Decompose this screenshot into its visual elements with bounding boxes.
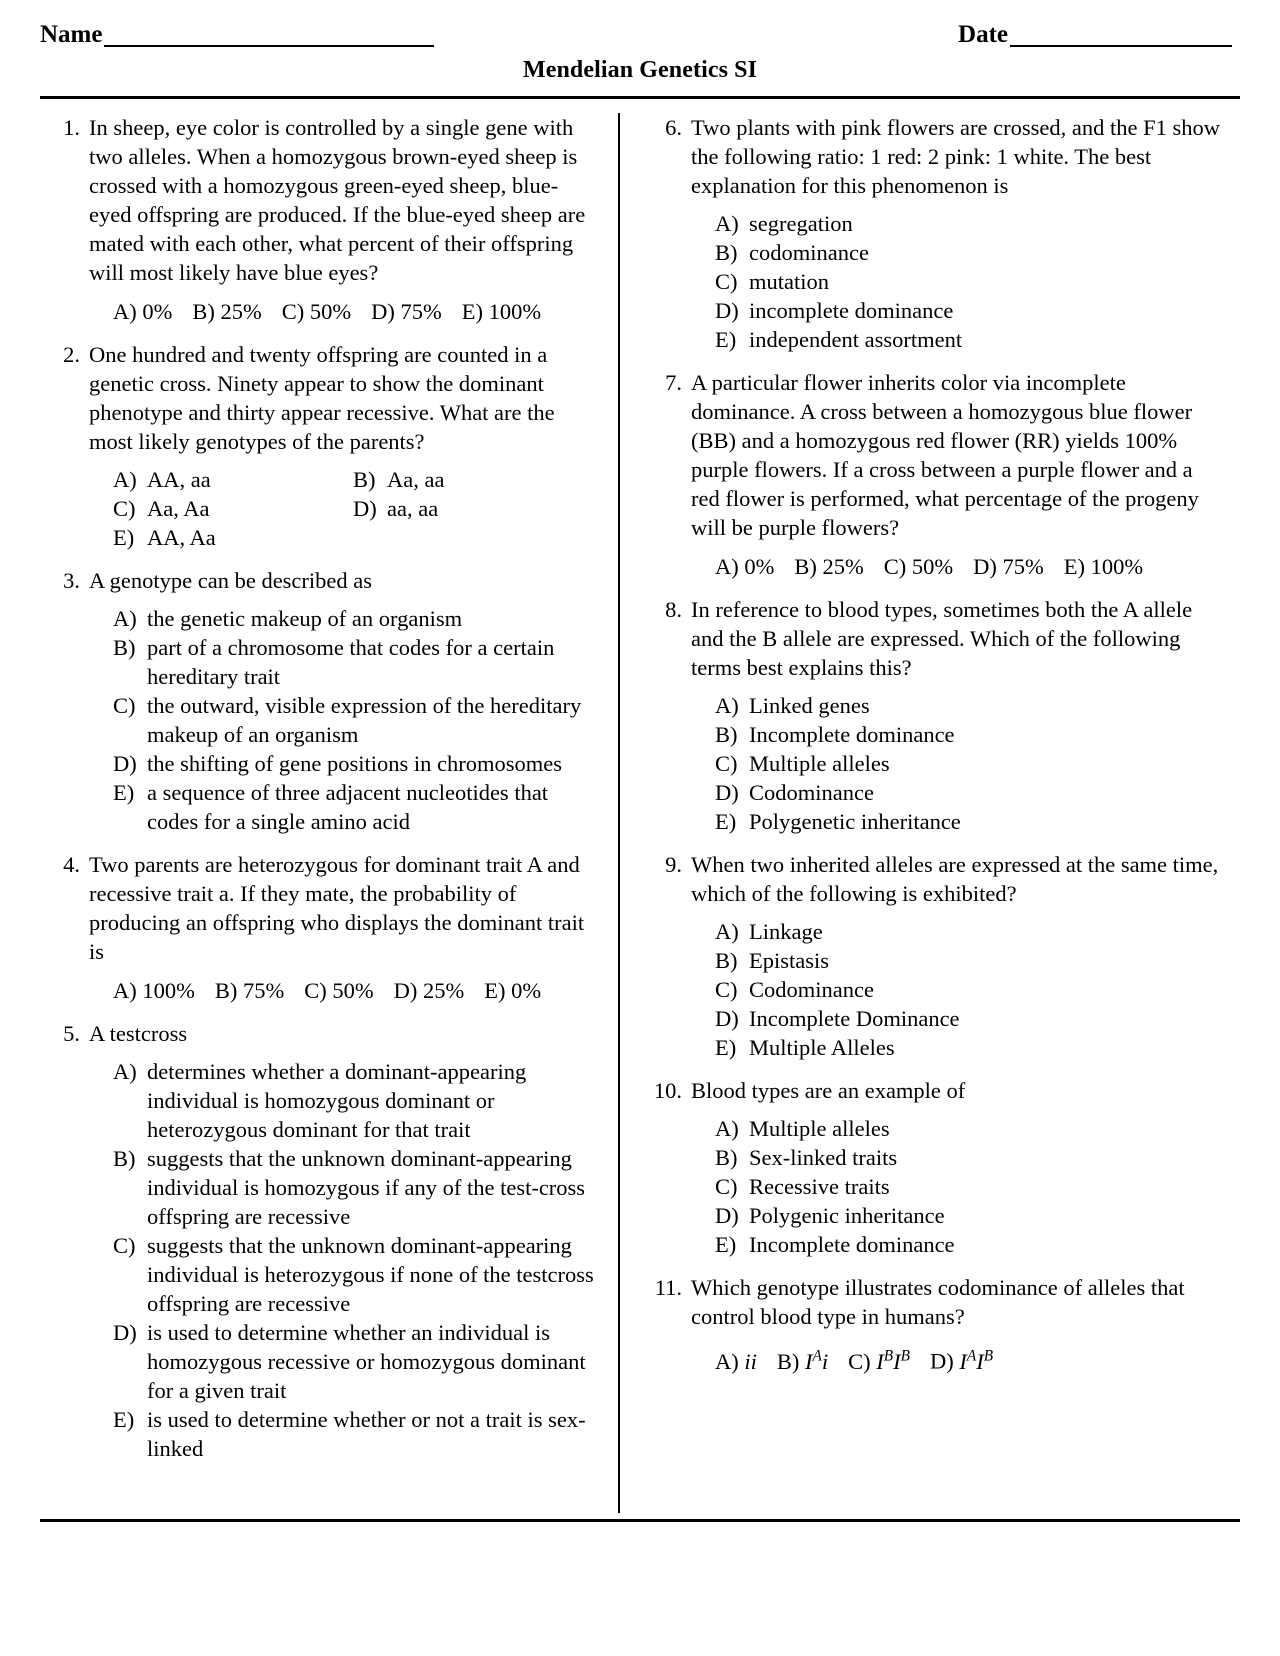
answer-choice-letter: A) <box>113 467 137 492</box>
answer-choice[interactable] <box>715 238 1220 267</box>
question-item <box>40 113 600 326</box>
answer-choice-letter: D) <box>715 1203 739 1228</box>
question-text: One hundred and twenty offspring are counted in a genetic cross. Ninety appear to show the dominant phenotype and thirty appear recessive. What are the most likely genotypes of the parents? <box>89 342 555 454</box>
name-write-line[interactable] <box>104 23 434 47</box>
answer-choice[interactable] <box>113 1318 600 1405</box>
answer-choice-text: Multiple alleles <box>749 751 890 776</box>
question-item <box>642 1076 1220 1259</box>
answer-choices <box>89 604 600 836</box>
answer-choice[interactable] <box>113 778 600 836</box>
answer-choice[interactable] <box>113 1057 600 1144</box>
answer-choice-letter: A) <box>715 919 739 944</box>
question-body <box>89 113 600 326</box>
question-body <box>691 368 1220 581</box>
answer-choice-letter: D) <box>715 1006 739 1031</box>
answer-choice[interactable] <box>715 1172 1220 1201</box>
answer-choice[interactable] <box>715 917 1220 946</box>
answer-choice-letter: A) <box>715 1116 739 1141</box>
answer-choices <box>691 917 1220 1062</box>
answer-choices <box>691 552 1220 581</box>
answer-choice-letter: B) <box>715 1145 738 1170</box>
answer-choice[interactable] <box>113 465 353 494</box>
question-body <box>691 595 1220 836</box>
question-text: When two inherited alleles are expressed at the same time, which of the following is exhibited? <box>691 852 1219 906</box>
answer-choice-letter: D) <box>113 751 137 776</box>
question-number: 9. <box>665 852 682 877</box>
answer-choice[interactable] <box>113 633 600 691</box>
answer-choice-text: is used to determine whether or not a trait is sex-linked <box>147 1407 586 1461</box>
answer-choice-text: Aa, Aa <box>147 496 210 521</box>
answer-choice[interactable] <box>715 778 1220 807</box>
answer-choice-text: is used to determine whether an individual is homozygous recessive or homozygous dominant for a given trait <box>147 1320 586 1403</box>
answer-choice-text: AA, Aa <box>147 525 216 550</box>
answer-choice[interactable]: B) 25% <box>794 554 864 579</box>
answer-choice[interactable]: E) 100% <box>461 299 542 324</box>
question-text: A particular flower inherits color via incomplete dominance. A cross between a homozygous blue flower (BB) and a homozygous red flower (RR) yields 100% purple flowers. If a cross between a purple flower and a red flower is performed, what percentage of the progeny will be purple flowers? <box>691 370 1199 540</box>
page-title: Mendelian Genetics SI <box>522 57 758 83</box>
answer-choice-text: the shifting of gene positions in chromosomes <box>147 751 562 776</box>
question-text: In sheep, eye color is controlled by a single gene with two alleles. When a homozygous brown-eyed sheep is crossed with a homozygous green-eyed sheep, blue-eyed offspring are produced. If the blue-eyed sheep are mated with each other, what percent of their offspring will most likely have blue eyes? <box>89 115 586 285</box>
answer-choice[interactable]: E) 0% <box>484 978 542 1003</box>
answer-choice-letter: D) <box>113 1320 137 1345</box>
answer-choice-letter: D) <box>353 496 377 521</box>
answer-choice-letter: C) <box>715 977 738 1002</box>
answer-choice[interactable] <box>353 465 600 494</box>
answer-choice[interactable]: B) $I^Ai$ <box>776 1347 829 1374</box>
answer-choice-letter: E) <box>715 1035 737 1060</box>
answer-choice[interactable] <box>715 1201 1220 1230</box>
answer-choice-letter: E) <box>113 1407 135 1432</box>
answer-choice-text: incomplete dominance <box>749 298 954 323</box>
question-number: 10. <box>653 1078 682 1103</box>
answer-choice-letter: B) <box>113 635 136 660</box>
answer-choice-text: AA, aa <box>147 467 211 492</box>
answer-choice-text: Polygenic inheritance <box>749 1203 945 1228</box>
question-number: 2. <box>63 342 80 367</box>
answer-choice[interactable] <box>715 296 1220 325</box>
answer-choice-text: Sex-linked traits <box>749 1145 898 1170</box>
date-label: Date <box>958 21 1008 48</box>
answer-choice-letter: B) <box>715 722 738 747</box>
answer-choice-text: Multiple Alleles <box>749 1035 895 1060</box>
answer-choices <box>691 691 1220 836</box>
answer-choice-text: a sequence of three adjacent nucleotides that codes for a single amino acid <box>147 780 549 834</box>
answer-choice[interactable] <box>113 1144 600 1231</box>
top-divider <box>40 96 1240 99</box>
question-text: A genotype can be described as <box>89 568 373 593</box>
name-label: Name <box>40 21 103 48</box>
answer-choices <box>691 1114 1220 1259</box>
answer-choice-text: Codominance <box>749 977 874 1002</box>
answer-choice[interactable]: C) $I^BI^B$ <box>848 1347 910 1374</box>
answer-choice-text: suggests that the unknown dominant-appearing individual is homozygous if any of the test-cross offspring are recessive <box>147 1146 586 1229</box>
question-body <box>691 113 1220 354</box>
answer-choice[interactable]: A) 0% <box>715 554 775 579</box>
answer-choice-letter: C) <box>715 751 738 776</box>
answer-choice-letter: A) <box>715 693 739 718</box>
answer-choice[interactable] <box>715 1143 1220 1172</box>
answer-choice-text: Codominance <box>749 780 874 805</box>
answer-choice-text: part of a chromosome that codes for a certain hereditary trait <box>147 635 555 689</box>
answer-choice-text: Incomplete dominance <box>749 722 955 747</box>
answer-choice-letter: D) <box>715 780 739 805</box>
answer-choice-letter: C) <box>715 269 738 294</box>
question-number: 5. <box>63 1021 80 1046</box>
answer-choice-letter: B) <box>715 240 738 265</box>
date-field-group <box>958 22 1232 47</box>
answer-choice-letter: B) <box>353 467 376 492</box>
answer-choice-letter: E) <box>715 1232 737 1257</box>
answer-choice-letter: A) <box>113 1059 137 1084</box>
question-item <box>40 566 600 836</box>
answer-choice-text: Incomplete dominance <box>749 1232 955 1257</box>
answer-choice-letter: D) <box>715 298 739 323</box>
answer-choices <box>691 209 1220 354</box>
answer-choice[interactable] <box>113 494 353 523</box>
answer-choice[interactable]: C) 50% <box>304 978 374 1003</box>
question-text: In reference to blood types, sometimes both the A allele and the B allele are expressed. Which of the following terms best explains this? <box>691 597 1193 680</box>
answer-choice[interactable] <box>715 691 1220 720</box>
question-item <box>40 1019 600 1463</box>
answer-choice[interactable] <box>715 946 1220 975</box>
question-body <box>691 1076 1220 1259</box>
answer-choice[interactable] <box>715 209 1220 238</box>
answer-choice[interactable] <box>715 749 1220 778</box>
answer-choice-letter: A) <box>113 606 137 631</box>
right-column <box>620 113 1220 1513</box>
question-number: 6. <box>665 115 682 140</box>
question-item <box>642 850 1220 1062</box>
answer-choice[interactable] <box>353 494 600 523</box>
date-write-line[interactable] <box>1010 23 1232 47</box>
question-item <box>642 113 1220 354</box>
answer-choice[interactable]: E) 100% <box>1063 554 1144 579</box>
answer-choices <box>691 1341 1220 1376</box>
question-item <box>40 850 600 1005</box>
answer-choice[interactable] <box>715 1114 1220 1143</box>
answer-choice[interactable] <box>715 975 1220 1004</box>
question-body <box>89 566 600 836</box>
answer-choice-text: determines whether a dominant-appearing individual is homozygous dominant or heterozygous dominant for that trait <box>147 1059 527 1142</box>
answer-choice-text: the outward, visible expression of the hereditary makeup of an organism <box>147 693 582 747</box>
answer-choices <box>89 465 600 552</box>
answer-choice[interactable] <box>715 1033 1220 1062</box>
answer-choice-text: suggests that the unknown dominant-appearing individual is heterozygous if none of the testcross offspring are recessive <box>147 1233 594 1316</box>
answer-choice[interactable]: B) 25% <box>192 299 262 324</box>
question-item <box>40 340 600 552</box>
answer-choice-letter: A) <box>715 211 739 236</box>
question-body <box>89 850 600 1005</box>
answer-choice[interactable] <box>715 325 1220 354</box>
answer-choices <box>89 976 600 1005</box>
answer-choices <box>89 1057 600 1463</box>
answer-choice-text: Linkage <box>749 919 823 944</box>
question-text: Blood types are an example of <box>691 1078 966 1103</box>
question-item <box>642 1273 1220 1376</box>
answer-choice[interactable]: D) 25% <box>393 978 465 1003</box>
question-number: 8. <box>665 597 682 622</box>
answer-choice[interactable] <box>113 604 600 633</box>
answer-choice[interactable]: D) 75% <box>371 299 442 324</box>
answer-choice[interactable] <box>715 1004 1220 1033</box>
answer-choice[interactable]: C) 50% <box>281 299 352 324</box>
answer-choice-text: the genetic makeup of an organism <box>147 606 463 631</box>
answer-choice-text: independent assortment <box>749 327 963 352</box>
answer-choice-text: Recessive traits <box>749 1174 890 1199</box>
question-number: 4. <box>63 852 80 877</box>
answer-choice-text: Incomplete Dominance <box>749 1006 960 1031</box>
question-item <box>642 595 1220 836</box>
answer-choice[interactable]: C) 50% <box>883 554 954 579</box>
question-text: Which genotype illustrates codominance of alleles that control blood type in humans? <box>691 1275 1185 1329</box>
answer-choice[interactable]: A) 100% <box>113 978 195 1003</box>
answer-choice-letter: B) <box>113 1146 136 1171</box>
question-item <box>642 368 1220 581</box>
answer-choice[interactable] <box>113 691 600 749</box>
answer-choice[interactable] <box>715 720 1220 749</box>
answer-choice[interactable] <box>715 807 1220 836</box>
answer-choice[interactable] <box>715 1230 1220 1259</box>
answer-choice[interactable] <box>113 1405 600 1463</box>
answer-choice-text: Linked genes <box>749 693 870 718</box>
question-text: Two parents are heterozygous for dominant trait A and recessive trait a. If they mate, the probability of producing an offspring who displays the dominant trait is <box>89 852 585 964</box>
answer-choice-letter: E) <box>715 327 737 352</box>
question-number: 7. <box>665 370 682 395</box>
answer-choice-text: Epistasis <box>749 948 830 973</box>
answer-choice-text: aa, aa <box>387 496 439 521</box>
answer-choice-letter: E) <box>113 525 135 550</box>
name-field-group <box>40 22 434 47</box>
question-body <box>691 850 1220 1062</box>
question-number: 3. <box>63 568 80 593</box>
answer-choice-letter: C) <box>113 693 136 718</box>
answer-choices <box>89 297 600 326</box>
answer-choice-text: Polygenetic inheritance <box>749 809 961 834</box>
answer-choice[interactable]: D) 75% <box>973 554 1044 579</box>
answer-choice-letter: B) <box>715 948 738 973</box>
question-text: A testcross <box>89 1021 188 1046</box>
answer-choice[interactable]: A) 0% <box>113 299 173 324</box>
answer-choice-text: Multiple alleles <box>749 1116 890 1141</box>
question-body <box>89 1019 600 1463</box>
answer-choice[interactable]: B) 75% <box>214 978 285 1003</box>
answer-choice[interactable] <box>113 1231 600 1318</box>
answer-choice-letter: C) <box>715 1174 738 1199</box>
answer-choice-letter: E) <box>113 780 135 805</box>
bottom-divider <box>40 1519 1240 1522</box>
question-body <box>691 1273 1220 1376</box>
question-columns <box>40 113 1240 1513</box>
answer-choice[interactable] <box>715 267 1220 296</box>
answer-choice[interactable] <box>113 749 600 778</box>
answer-choice-text: mutation <box>749 269 829 294</box>
answer-choice[interactable]: D) $I^AI^B$ <box>929 1347 994 1374</box>
question-number: 11. <box>654 1275 682 1300</box>
question-text: Two plants with pink flowers are crossed, and the F1 show the following ratio: 1 red: 2 pink: 1 white. The best explanation for this phenomenon is <box>691 115 1220 198</box>
answer-choice-text: segregation <box>749 211 853 236</box>
answer-choice-letter: C) <box>113 496 136 521</box>
answer-choice-text: Aa, aa <box>387 467 445 492</box>
answer-choice[interactable]: A) ii <box>715 1348 757 1374</box>
answer-choice-text: codominance <box>749 240 869 265</box>
answer-choice-letter: E) <box>715 809 737 834</box>
question-number: 1. <box>63 115 80 140</box>
question-body <box>89 340 600 552</box>
answer-choice[interactable] <box>113 523 353 552</box>
left-column <box>40 113 620 1513</box>
answer-choice-letter: C) <box>113 1233 136 1258</box>
header-row <box>40 22 1240 47</box>
